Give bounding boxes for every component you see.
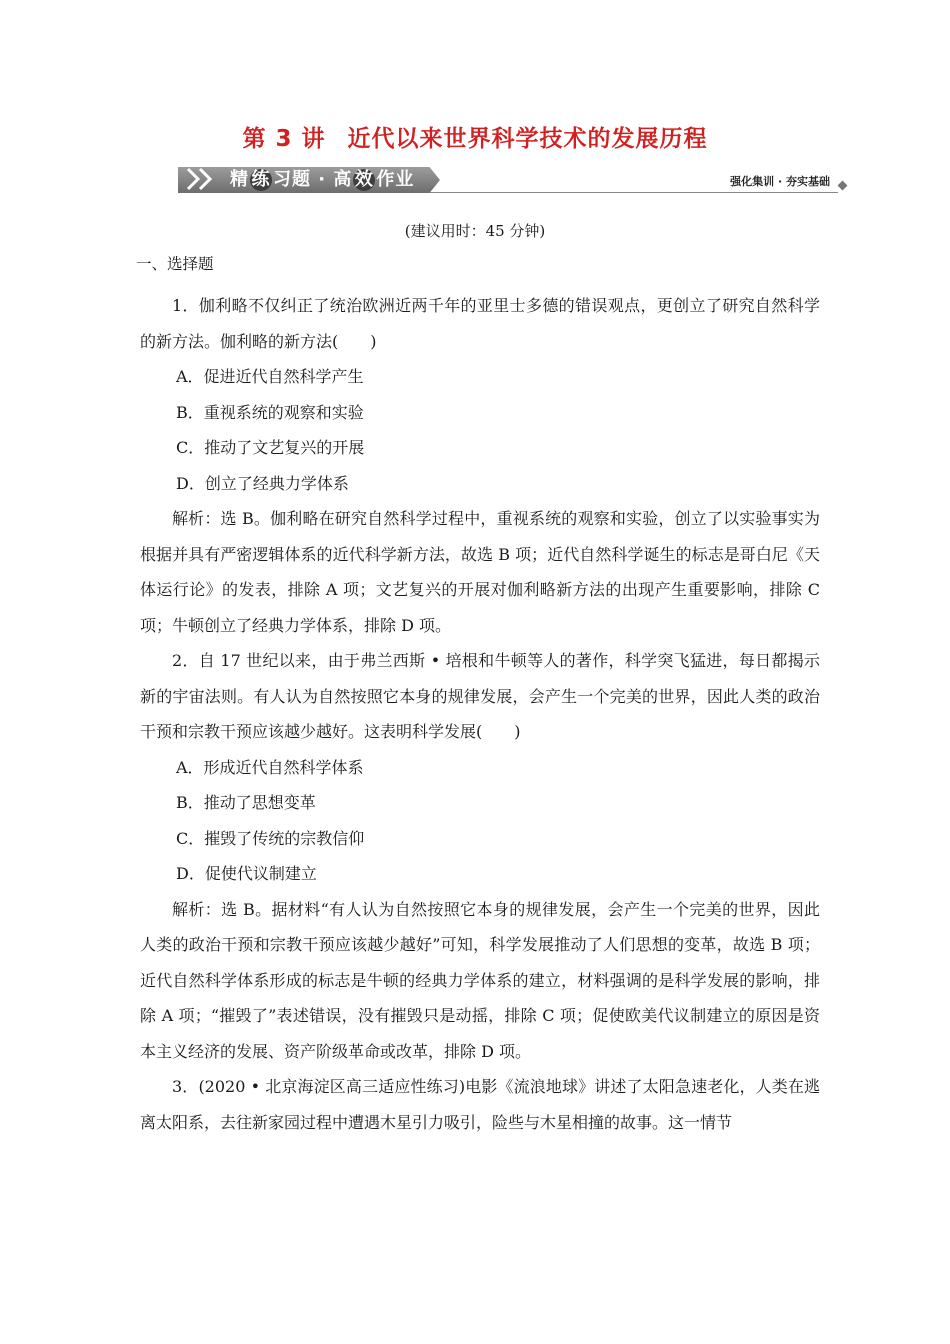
banner-word-3: 作业: [376, 169, 415, 190]
banner-tag: 强化集训 · 夯实基础: [730, 175, 830, 188]
banner-circle-char-2: 效: [354, 169, 374, 190]
page-title: [0, 120, 950, 153]
lecture-number: 第 3 讲: [242, 126, 326, 152]
banner-rule: [428, 192, 838, 193]
question-1-option-c: C．推动了文艺复兴的开展: [176, 438, 365, 457]
question-3-stem: 3．(2020 • 北京海淀区高三适应性练习)电影《流浪地球》讲述了太阳急速老化，人类在逃离太阳系，去往新家园过程中遭遇木星引力吸引，险些与木星相撞的故事。这一情节: [140, 1077, 820, 1132]
question-1-option-d: D．创立了经典力学体系: [176, 473, 349, 493]
banner-word-1: 精: [230, 169, 249, 190]
time-hint: (建议用时：45 分钟): [404, 222, 546, 240]
question-2-option-b: B．推动了思想变革: [176, 793, 316, 812]
banner-word-2: 习题 · 高: [273, 169, 353, 190]
question-1-analysis: 解析：选 B。伽利略在研究自然科学过程中，重视系统的观察和实验，创立了以实验事实为根据并具有严密逻辑体系的近代科学新方法，故选 B 项；近代自然科学诞生的标志是哥白尼《天体运行论》的发表，排除 A 项；文艺复兴的开展对伽利略新方法的出现产生重要影响，排除 C 项；牛顿创立了经典力学体系，排除 D 项。: [140, 509, 820, 635]
question-1-stem: 1．伽利略不仅纠正了统治欧洲近两千年的亚里士多德的错误观点，更创立了研究自然科学的新方法。伽利略的新方法( ): [140, 296, 820, 351]
question-2-stem: 2．自 17 世纪以来，由于弗兰西斯 • 培根和牛顿等人的著作，科学突飞猛进，每日都揭示新的宇宙法则。有人认为自然按照它本身的规律发展，会产生一个完美的世界，因此人类的政治干预和宗教干预应该越少越好。这表明科学发展( ): [140, 651, 820, 741]
banner-heading: [230, 168, 414, 192]
double-chevron-icon: [184, 166, 224, 192]
section-title: 一、选择题: [136, 255, 214, 273]
question-1-option-a: A．促进近代自然科学产生: [176, 367, 364, 386]
banner-circle-char-1: 练: [251, 169, 271, 190]
section-banner: [178, 165, 850, 199]
question-2-option-a: A．形成近代自然科学体系: [176, 757, 364, 777]
question-1-option-b: B．重视系统的观察和实验: [176, 402, 364, 422]
question-list: [136, 253, 820, 1140]
question-2-option-d: D．促使代议制建立: [176, 864, 317, 883]
question-2-option-c: C．摧毁了传统的宗教信仰: [176, 828, 365, 848]
lecture-name: 近代以来世界科学技术的发展历程: [347, 126, 708, 152]
question-2-analysis: 解析：选 B。据材料“有人认为自然按照它本身的规律发展，会产生一个完美的世界，因此人类的政治干预和宗教干预应该越少越好”可知，科学发展推动了人们思想的变革，故选 B 项；近代自然科学体系形成的标志是牛顿的经典力学体系的建立，材料强调的是科学发展的影响，排除 A 项；“摧毁了”表述错误，没有摧毁只是动摇，排除 C 项；促使欧美代议制建立的原因是资本主义经济的发展、资产阶级革命或改革，排除 D 项。: [140, 899, 820, 1061]
diamond-icon: [838, 181, 848, 191]
